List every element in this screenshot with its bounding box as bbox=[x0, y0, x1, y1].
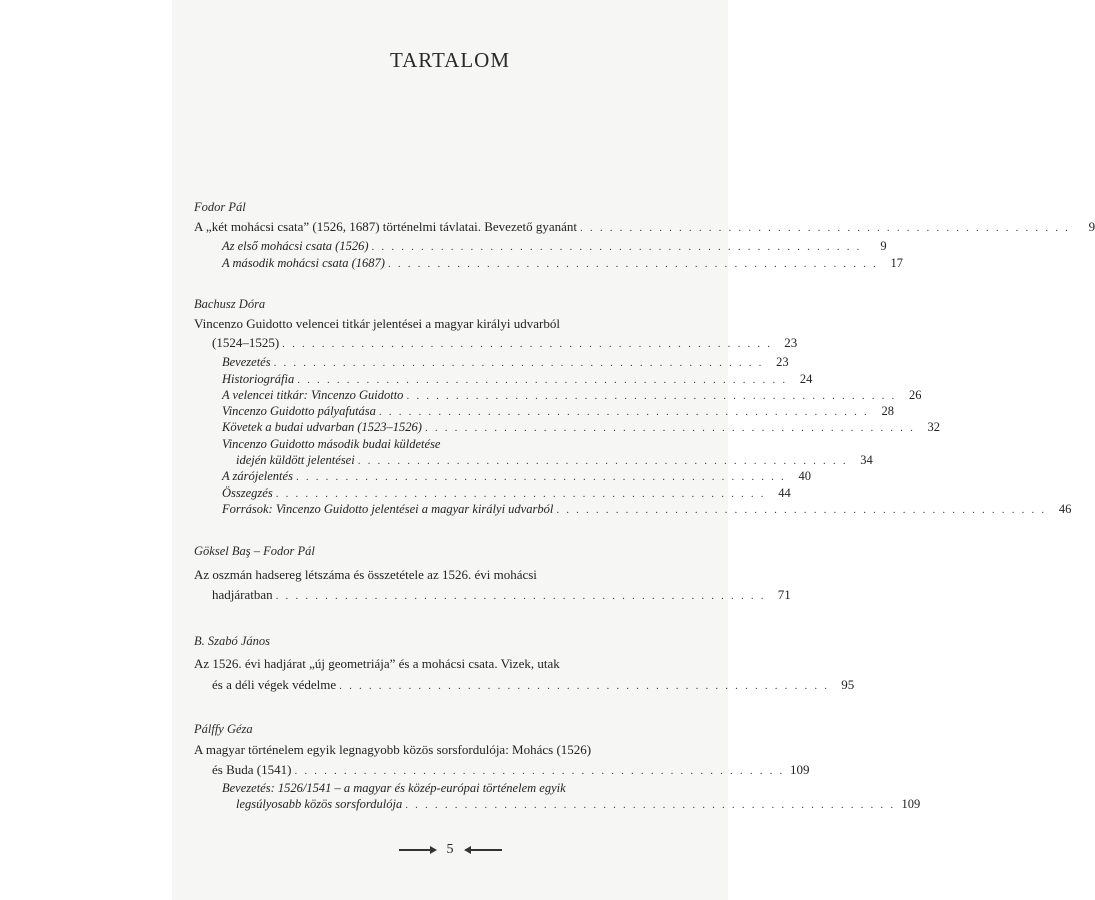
leader-dots: . . . . . . . . . . . . . . . . . . . . . . . . . . . . . . . . . . . . . . . . . . . . . . . . . . bbox=[424, 422, 916, 434]
arrow-left-icon bbox=[466, 849, 502, 851]
toc-subentry bbox=[222, 486, 791, 503]
toc-subentry-title: A velencei titkár: Vincenzo Guidotto bbox=[222, 388, 404, 402]
toc-subentry-title: Követek a budai udvarban (1523–1526) bbox=[222, 420, 422, 434]
toc-subentry bbox=[222, 388, 922, 405]
toc-entry-title: és Buda (1541) bbox=[212, 762, 292, 777]
leader-dots: . . . . . . . . . . . . . . . . . . . . . . . . . . . . . . . . . . . . . . . . . . . . . . . . . . bbox=[556, 504, 1047, 516]
toc-subentry bbox=[236, 453, 873, 470]
toc-entry bbox=[212, 335, 798, 352]
toc-entry-title: Az oszmán hadsereg létszáma és összetétele az 1526. évi mohácsi bbox=[194, 567, 537, 582]
toc-entry bbox=[212, 587, 791, 604]
leader-dots: . . . . . . . . . . . . . . . . . . . . . . . . . . . . . . . . . . . . . . . . . . . . . . . . . . bbox=[275, 590, 766, 602]
folio bbox=[0, 842, 900, 858]
folio-number: 5 bbox=[446, 842, 454, 857]
toc-entry-title: hadjáratban bbox=[212, 587, 273, 602]
page-number: 28 bbox=[881, 404, 894, 418]
toc-subentry bbox=[222, 256, 904, 273]
page-number: 17 bbox=[890, 256, 904, 270]
author-name: Bachusz Dóra bbox=[194, 297, 266, 311]
toc-entry bbox=[212, 677, 855, 694]
toc-subentry bbox=[222, 404, 894, 421]
leader-dots: . . . . . . . . . . . . . . . . . . . . . . . . . . . . . . . . . . . . . . . . . . . . . . . . . . bbox=[294, 765, 785, 777]
author-name: Fodor Pál bbox=[194, 200, 246, 214]
toc-subentry-title: Historiográfia bbox=[222, 372, 295, 386]
toc-subentry bbox=[222, 355, 789, 372]
leader-dots: . . . . . . . . . . . . . . . . . . . . . . . . . . . . . . . . . . . . . . . . . . . . . . . . . . bbox=[273, 357, 764, 369]
leader-dots: . . . . . . . . . . . . . . . . . . . . . . . . . . . . . . . . . . . . . . . . . . . . . . . . . . bbox=[378, 406, 869, 418]
page-number: 23 bbox=[776, 355, 789, 369]
page-number: 71 bbox=[777, 587, 791, 602]
leader-dots: . . . . . . . . . . . . . . . . . . . . . . . . . . . . . . . . . . . . . . . . . . . . . . . . . . bbox=[339, 680, 830, 692]
leader-dots: . . . . . . . . . . . . . . . . . . . . . . . . . . . . . . . . . . . . . . . . . . . . . . . . . . bbox=[275, 488, 766, 500]
toc-entry-title: Vincenzo Guidotto velencei titkár jelentései a magyar királyi udvarból bbox=[194, 316, 560, 331]
toc-entry-title: és a déli végek védelme bbox=[212, 677, 337, 692]
toc-subentry-title: Bevezetés: 1526/1541 – a magyar és közép-európai történelem egyik bbox=[222, 781, 566, 795]
page-number: 44 bbox=[778, 486, 791, 500]
toc-entry-title: Az 1526. évi hadjárat „új geometriája” és a mohácsi csata. Vizek, utak bbox=[194, 656, 560, 671]
leader-dots: . . . . . . . . . . . . . . . . . . . . . . . . . . . . . . . . . . . . . . . . . . . . . . . . . . bbox=[387, 258, 879, 270]
toc-subentry-title: Összegzés bbox=[222, 486, 273, 500]
toc-entry bbox=[212, 762, 810, 779]
page-number: 34 bbox=[860, 453, 873, 467]
author-name: B. Szabó János bbox=[194, 634, 271, 648]
arrow-right-icon bbox=[399, 849, 435, 851]
toc-subentry bbox=[222, 239, 887, 256]
page-number: 24 bbox=[799, 372, 813, 386]
toc-entry-title: (1524–1525) bbox=[212, 335, 280, 350]
page-number: 32 bbox=[927, 420, 941, 434]
leader-dots: . . . . . . . . . . . . . . . . . . . . . . . . . . . . . . . . . . . . . . . . . . . . . . . . . . bbox=[405, 799, 896, 811]
toc-subentry-title: legsúlyosabb közös sorsfordulója bbox=[236, 797, 403, 811]
leader-dots: . . . . . . . . . . . . . . . . . . . . . . . . . . . . . . . . . . . . . . . . . . . . . . . . . . bbox=[295, 471, 787, 483]
page-number: 26 bbox=[909, 388, 922, 402]
page-title: TARTALOM bbox=[389, 48, 511, 72]
page-number: 23 bbox=[784, 335, 798, 350]
page-number: 109 bbox=[901, 797, 921, 811]
toc-subentry-title: Vincenzo Guidotto második budai küldetése bbox=[222, 437, 441, 451]
toc-subentry bbox=[222, 372, 813, 389]
toc-subentry bbox=[222, 469, 812, 486]
leader-dots: . . . . . . . . . . . . . . . . . . . . . . . . . . . . . . . . . . . . . . . . . . . . . . . . . . bbox=[371, 241, 862, 253]
page-number: 109 bbox=[790, 762, 810, 777]
page-number: 46 bbox=[1058, 502, 1072, 516]
toc-subentry-title: idején küldött jelentései bbox=[236, 453, 355, 467]
page-number: 40 bbox=[798, 469, 812, 483]
toc-entry-title: A „két mohácsi csata” (1526, 1687) történelmi távlatai. Bevezető gyanánt bbox=[194, 219, 578, 234]
leader-dots: . . . . . . . . . . . . . . . . . . . . . . . . . . . . . . . . . . . . . . . . . . . . . . . . . . bbox=[580, 222, 1071, 234]
leader-dots: . . . . . . . . . . . . . . . . . . . . . . . . . . . . . . . . . . . . . . . . . . . . . . . . . . bbox=[357, 455, 848, 467]
toc-entry-title: A magyar történelem egyik legnagyobb közös sorsfordulója: Mohács (1526) bbox=[194, 742, 592, 757]
toc-subentry-title: Vincenzo Guidotto pályafutása bbox=[222, 404, 376, 418]
author-name: Pálffy Géza bbox=[194, 722, 253, 736]
toc-subentry bbox=[222, 420, 941, 437]
toc-subentry bbox=[222, 502, 1072, 519]
leader-dots: . . . . . . . . . . . . . . . . . . . . . . . . . . . . . . . . . . . . . . . . . . . . . . . . . . bbox=[297, 374, 788, 386]
page-number: 9 bbox=[880, 239, 887, 253]
toc-subentry bbox=[236, 797, 921, 814]
toc-subentry-title: Bevezetés bbox=[222, 355, 271, 369]
toc-subentry-title: A második mohácsi csata (1687) bbox=[222, 256, 385, 270]
leader-dots: . . . . . . . . . . . . . . . . . . . . . . . . . . . . . . . . . . . . . . . . . . . . . . . . . . bbox=[406, 390, 897, 402]
toc-subentry-title: A zárójelentés bbox=[222, 469, 293, 483]
toc-subentry-title: Források: Vincenzo Guidotto jelentései a magyar királyi udvarból bbox=[222, 502, 554, 516]
author-name: Göksel Baş – Fodor Pál bbox=[194, 544, 315, 558]
page-number: 9 bbox=[1088, 219, 1095, 234]
toc-entry bbox=[194, 219, 1095, 236]
leader-dots: . . . . . . . . . . . . . . . . . . . . . . . . . . . . . . . . . . . . . . . . . . . . . . . . . . bbox=[282, 338, 773, 350]
page-number: 95 bbox=[841, 677, 855, 692]
toc-subentry-title: Az első mohácsi csata (1526) bbox=[222, 239, 369, 253]
